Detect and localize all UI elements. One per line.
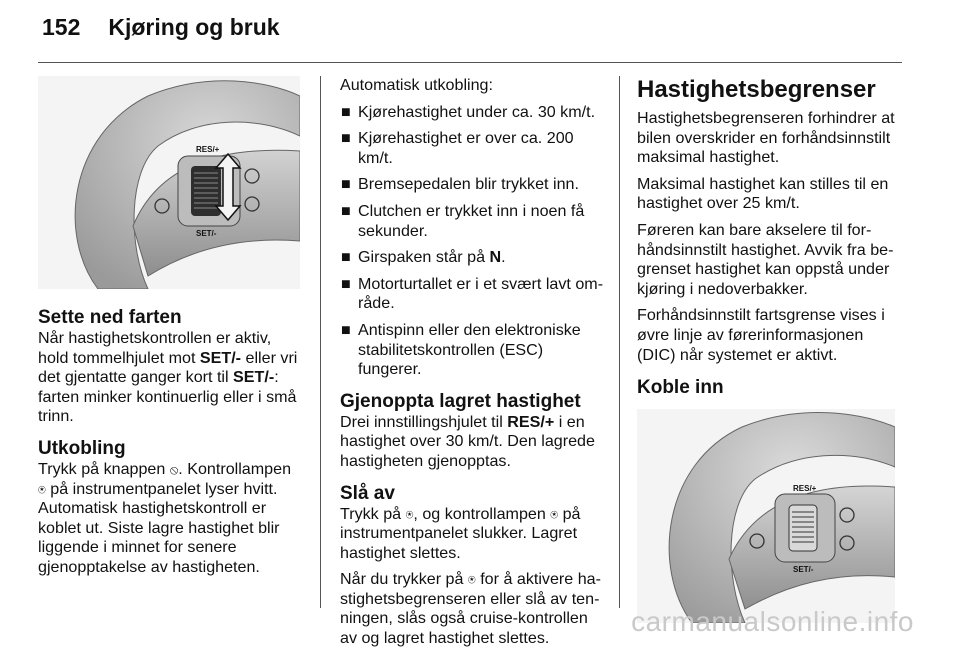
section-title-hastighetsbegrenser: Hastighetsbegrenser — [637, 76, 876, 103]
page-title: Kjøring og bruk — [108, 14, 280, 40]
column-1 — [38, 76, 300, 585]
cruise-button-icon: ⍟ — [405, 506, 414, 522]
res-label-1: RES/+ — [196, 145, 220, 154]
cruise-off-icon: ⦸ — [169, 461, 179, 477]
steering-wheel-controls-image — [38, 76, 300, 289]
paragraph-gjenoppta: Drei innstillingshjulet til RES/+ i en hastighet over 30 km/t. Den lagrede hastigheten gjenopptas. — [340, 412, 595, 470]
list-item: ■ Motorturtallet er i et svært lavt område. — [341, 274, 604, 313]
steering-wheel-limiter-image — [637, 409, 895, 623]
page-header — [42, 14, 280, 41]
list-item: ■ Girspaken står på N. — [341, 248, 506, 267]
column-2 — [340, 76, 606, 656]
res-label-2: RES/+ — [793, 484, 817, 494]
auto-disengage-list — [340, 103, 606, 380]
steering-wheel-illustration-2 — [637, 409, 895, 623]
paragraph-sla-av-2: Når du trykker på ⍟ for å aktivere hastighetsbegrenseren eller slå av tenningen, slås også cruise-kontrollen av og lagret hastighet slettes. — [340, 570, 601, 648]
cruise-indicator-icon: ⍟ — [38, 481, 46, 497]
auto-disengage-intro: Automatisk utkobling: — [340, 76, 493, 94]
list-item: ■ Bremsepedalen blir trykket inn. — [341, 175, 579, 194]
heading-utkobling: Utkobling — [38, 437, 126, 459]
set-label-2: SET/- — [793, 565, 814, 575]
steering-wheel-illustration-1 — [38, 76, 300, 289]
paragraph-limiter-2: Maksimal hastighet kan stilles til en hastighet over 25 km/t. — [637, 174, 889, 213]
heading-sla-av: Slå av — [340, 482, 395, 504]
paragraph-limiter-3: Føreren kan bare akselere til forhåndsinnstilt hastighet. Avvik fra begrenset hastighet kan oppstå under kjøring i nedoverbakker. — [637, 220, 894, 298]
heading-gjenoppta: Gjenoppta lagret hastighet — [340, 390, 581, 412]
header-rule — [38, 62, 902, 63]
cruise-indicator-icon: ⍟ — [550, 506, 559, 522]
watermark: carmanualsonline.info — [631, 606, 914, 637]
heading-sette-ned-farten: Sette ned farten — [38, 307, 182, 328]
paragraph-sette-ned-farten: Når hastighetskontrollen er aktiv, hold tommelhjulet mot SET/- eller vri det gjentatte ganger kort til SET/-: farten minker kontinuerlig eller i små trinn. — [38, 329, 298, 426]
column-divider-1 — [320, 76, 321, 608]
list-item: ■ Antispinn eller den elektroniske stabilitetskontrollen (ESC) fungerer. — [341, 320, 581, 379]
set-label-1: SET/- — [196, 229, 217, 238]
heading-koble-inn: Koble inn — [637, 377, 724, 399]
column-3 — [637, 76, 903, 623]
paragraph-sla-av-1: Trykk på ⍟, og kontrollampen ⍟ på instrumentpanelet slukker. Lagret hastighet slettes. — [340, 504, 581, 562]
column-divider-2 — [619, 76, 620, 608]
list-item: ■ Kjørehastighet under ca. 30 km/t. — [341, 102, 596, 121]
speed-limiter-icon: ⍟ — [467, 572, 476, 588]
paragraph-limiter-1: Hastighetsbegrenseren forhindrer at bilen overskrider en forhåndsinnstilt maksimal hastighet. — [637, 109, 895, 167]
paragraph-limiter-4: Forhåndsinnstilt fartsgrense vises i øvre linje av førerinformasjonen (DIC) når systemet er aktivt. — [637, 306, 885, 364]
list-item: ■ Clutchen er trykket inn i noen få sekunder. — [341, 201, 585, 240]
page-number: 152 — [42, 14, 81, 40]
list-item: ■ Kjørehastighet er over ca. 200 km/t. — [341, 129, 574, 167]
paragraph-utkobling: Trykk på knappen ⦸. Kontrollampen ⍟ på instrumentpanelet lyser hvitt. Automatisk hastighetskontroll er koblet ut. Siste lagre hastighet blir liggende i minnet for senere gjenopptakelse av hastigheten. — [38, 459, 292, 576]
